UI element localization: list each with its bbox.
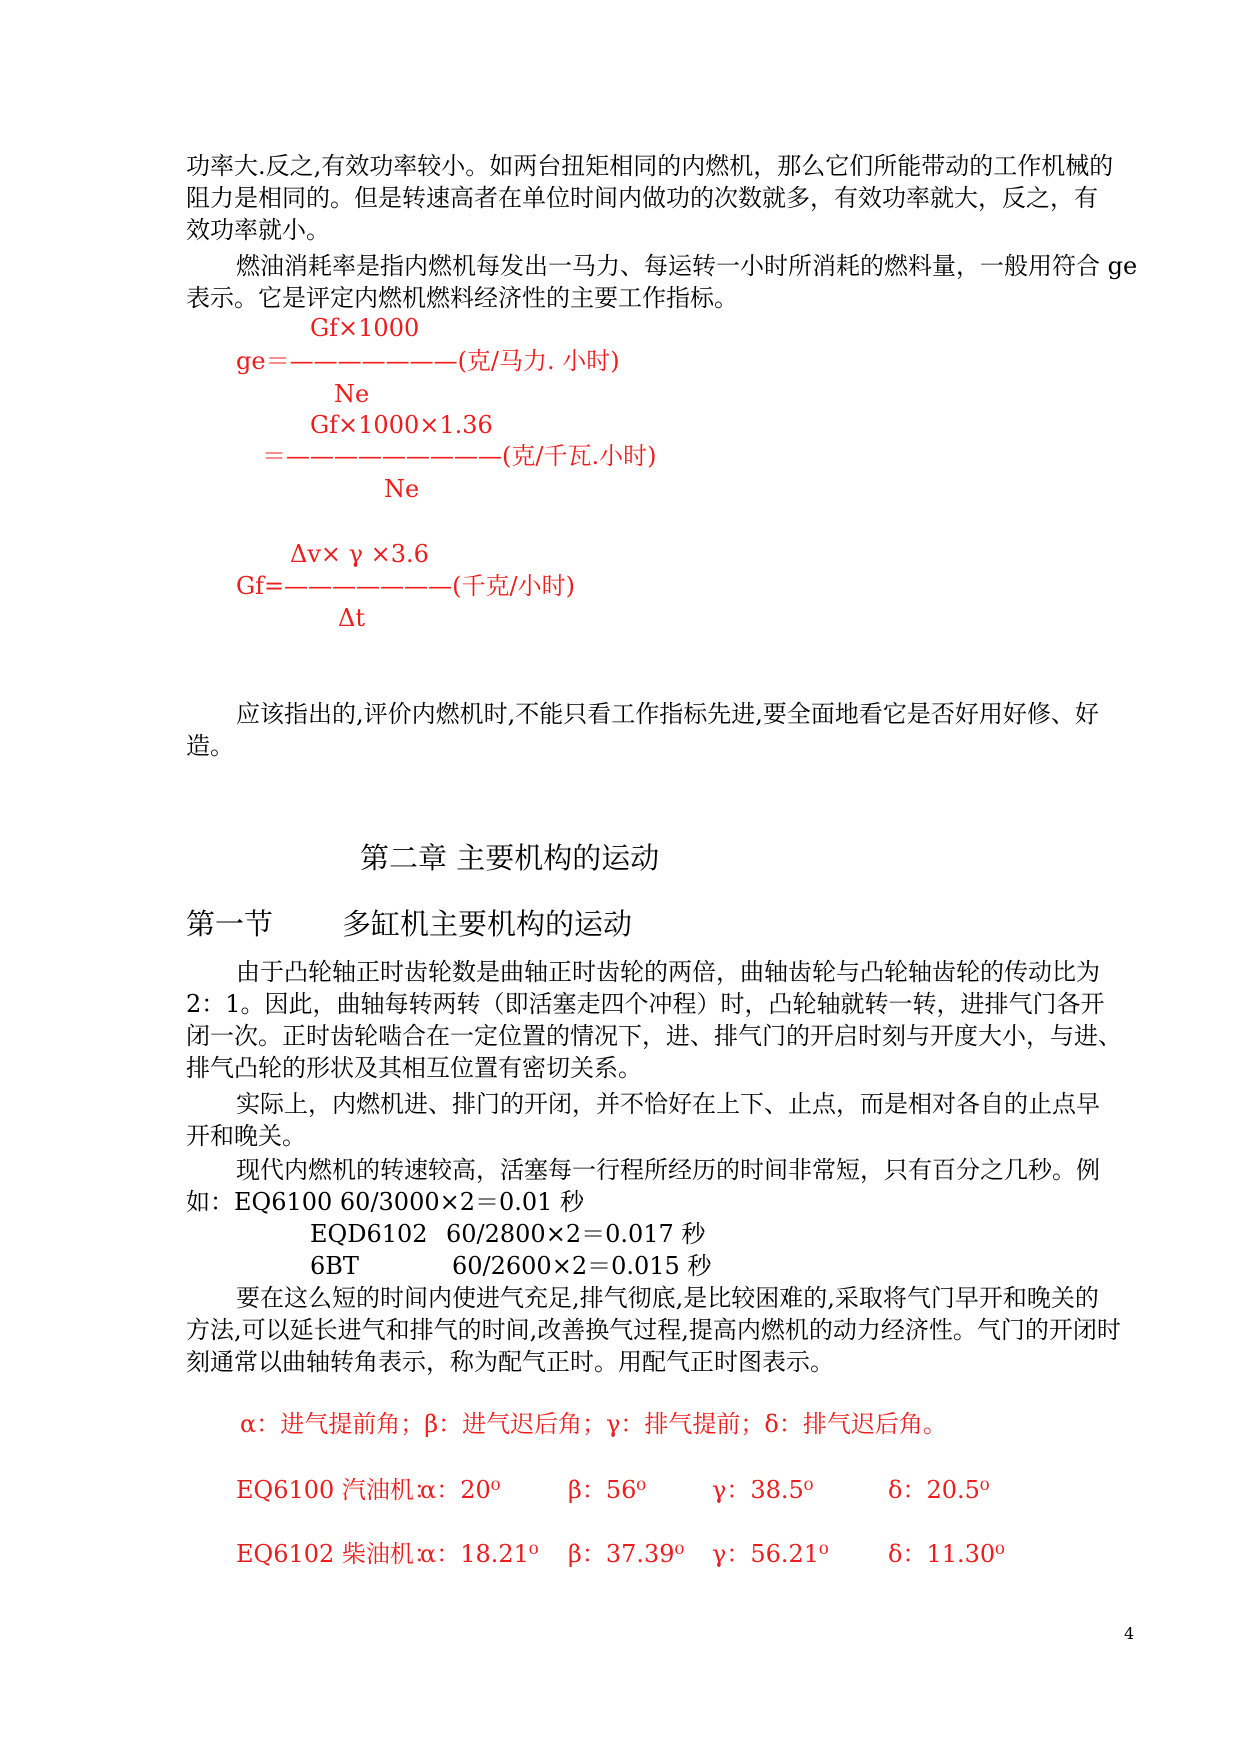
para7-line3: 刻通常以曲轴转角表示，称为配气正时。用配气正时图表示。: [186, 1348, 834, 1376]
exhaust-advance-value: γ：38.5⁰: [712, 1476, 814, 1504]
para4-line3: 闭一次。正时齿轮啮合在一定位置的情况下，进、排气门的开启时刻与开度大小，与进、: [186, 1022, 1122, 1050]
para6-line1: 现代内燃机的转速较高，活塞每一行程所经历的时间非常短，只有百分之几秒。例: [236, 1156, 1100, 1184]
intake-advance-value: α：18.21⁰: [420, 1540, 539, 1568]
angle-legend: α：进气提前角；β：进气迟后角；γ：排气提前；δ：排气迟后角。: [240, 1410, 947, 1438]
section-label: 第一节: [186, 907, 274, 941]
formula2-line: ＝—————————(克/千瓦.小时): [262, 442, 657, 470]
para7-line1: 要在这么短的时间内使进气充足,排气彻底,是比较困难的,采取将气门早开和晚关的: [236, 1284, 1099, 1312]
intake-lag-value: β：56⁰: [568, 1476, 647, 1504]
formula3-denominator: Δt: [338, 604, 365, 632]
para5-line1: 实际上，内燃机进、排门的开闭，并不恰好在上下、止点，而是相对各自的止点早: [236, 1090, 1100, 1118]
para1-line2: 阻力是相同的。但是转速高者在单位时间内做功的次数就多，有效功率就大，反之，有: [186, 184, 1098, 212]
example-model: EQD6102: [310, 1220, 428, 1248]
para1-line3: 效功率就小。: [186, 216, 330, 244]
engine-name: EQ6100 汽油机：: [236, 1476, 438, 1504]
example-model: 6BT: [310, 1252, 359, 1280]
para5-line2: 开和晚关。: [186, 1122, 306, 1150]
intake-advance-value: α：20⁰: [420, 1476, 501, 1504]
page-number: 4: [1124, 1624, 1135, 1643]
para3-line2: 造。: [186, 732, 234, 760]
example-calc: 60/2800×2＝0.017 秒: [446, 1220, 706, 1248]
para1-line1: 功率大.反之,有效功率较小。如两台扭矩相同的内燃机，那么它们所能带动的工作机械的: [186, 152, 1114, 180]
intake-lag-value: β：37.39⁰: [568, 1540, 685, 1568]
para7-line2: 方法,可以延长进气和排气的时间,改善换气过程,提高内燃机的动力经济性。气门的开闭时: [186, 1316, 1121, 1344]
formula1-numerator: Gf×1000: [310, 314, 420, 342]
exhaust-advance-value: γ：56.21⁰: [712, 1540, 829, 1568]
para4-line4: 排气凸轮的形状及其相互位置有密切关系。: [186, 1054, 642, 1082]
exhaust-lag-value: δ：11.30⁰: [888, 1540, 1005, 1568]
para6-line2: 如：EQ6100 60/3000×2＝0.01 秒: [186, 1188, 585, 1216]
formula1-line: ge＝———————(克/马力. 小时): [236, 347, 620, 375]
para4-line2: 2：1。因此，曲轴每转两转（即活塞走四个冲程）时，凸轮轴就转一转，进排气门各开: [186, 990, 1105, 1018]
para2-line2: 表示。它是评定内燃机燃料经济性的主要工作指标。: [186, 284, 738, 312]
example-calc: 60/2600×2＝0.015 秒: [452, 1252, 712, 1280]
para3-line1: 应该指出的,评价内燃机时,不能只看工作指标先进,要全面地看它是否好用好修、好: [236, 700, 1099, 728]
formula3-line: Gf=———————(千克/小时): [236, 572, 575, 600]
para2-line1: 燃油消耗率是指内燃机每发出一马力、每运转一小时所消耗的燃料量，一般用符合 ge: [236, 252, 1138, 280]
engine-name: EQ6102 柴油机：: [236, 1540, 438, 1568]
formula2-numerator: Gf×1000×1.36: [310, 411, 493, 439]
para4-line1: 由于凸轮轴正时齿轮数是曲轴正时齿轮的两倍，曲轴齿轮与凸轮轴齿轮的传动比为: [236, 958, 1100, 986]
formula2-denominator: Ne: [384, 475, 420, 503]
formula1-denominator: Ne: [334, 380, 370, 408]
exhaust-lag-value: δ：20.5⁰: [888, 1476, 990, 1504]
section-title: 多缸机主要机构的运动: [342, 907, 633, 941]
chapter-title: 第二章 主要机构的运动: [360, 841, 660, 875]
formula3-numerator: Δv× γ ×3.6: [290, 540, 429, 568]
